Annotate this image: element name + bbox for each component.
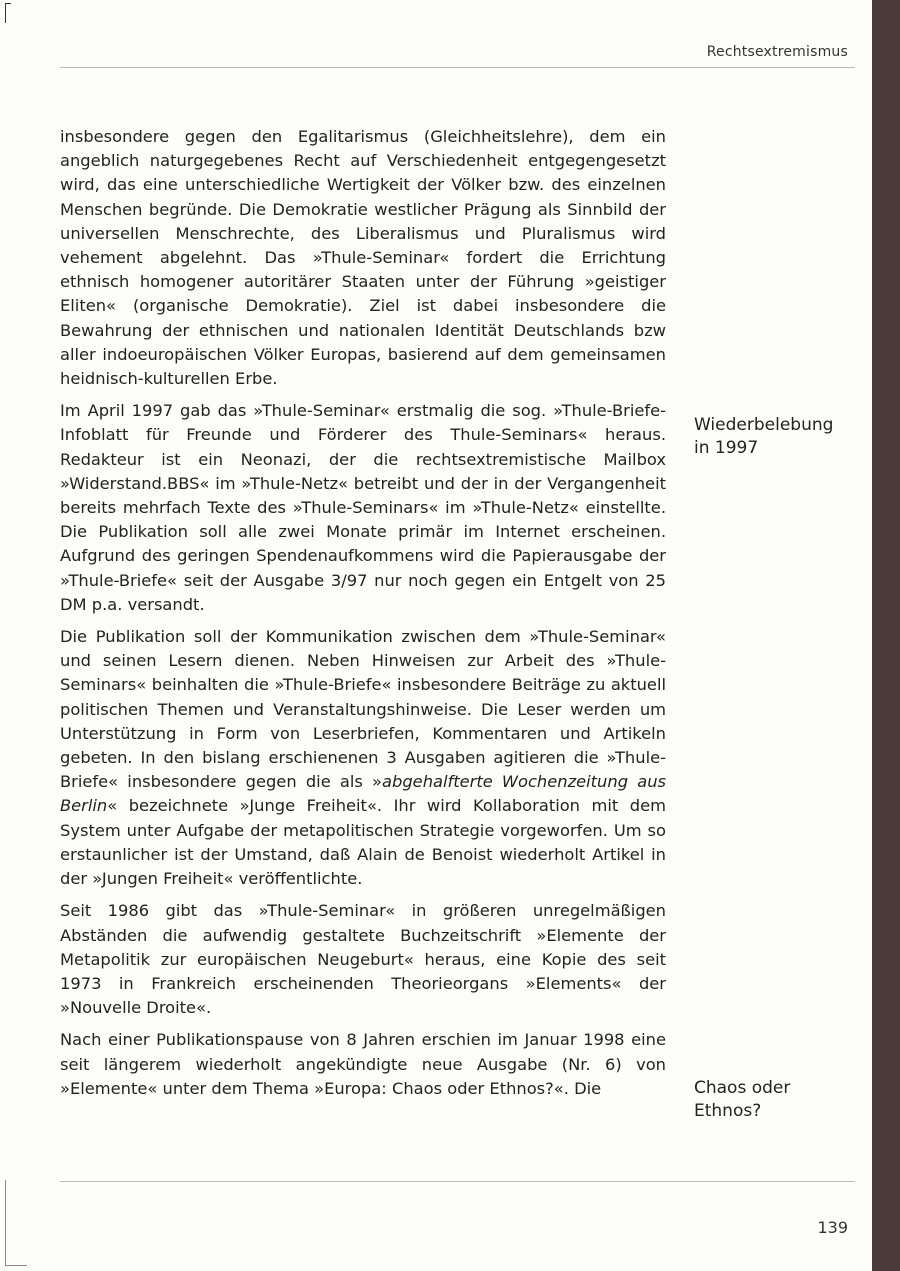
crop-mark: [5, 1180, 6, 1266]
main-text: [60, 125, 666, 1109]
margin-note-line: Ethnos?: [694, 1101, 762, 1121]
paragraph-text: Die Publikation soll der Kommunikation zwischen dem »Thule-Seminar« und seinen Lesern dienen. Neben Hinweisen zur Arbeit des »Thule-Seminars« beinhalten die »Thule-Briefe« insbesondere Beiträge zu aktuell politischen Themen und Veranstaltungshinweise. Die Leser werden um Unterstützung in Form von Leserbriefen, Kommentaren und Artikeln gebeten. In den bislang erschienenen 3 Ausgaben agitieren die »Thule-Briefe« insbesondere gegen die als »: [60, 627, 666, 792]
page-edge-bar: [872, 0, 900, 1271]
paragraph: [60, 625, 666, 891]
margin-note: [694, 1077, 864, 1123]
paragraph: insbesondere gegen den Egalitarismus (Gleichheitslehre), dem ein angeblich naturgegebenes Recht auf Verschiedenheit entgegengesetzt wird, das eine unterschiedliche Wertigkeit der Völker bzw. des einzelnen Menschen begründe. Die Demokratie westlicher Prägung als Sinnbild der universellen Menschrechte, des Liberalismus und Pluralismus wird vehement abgelehnt. Das »Thule-Seminar« fordert die Errichtung ethnisch homogener autoritärer Staaten unter der Führung »geistiger Eliten« (organische Demokratie). Ziel ist dabei insbesondere die Bewahrung der ethnischen und nationalen Identität Deutschlands bzw aller indoeuropäischen Völker Europas, basierend auf dem gemeinsamen heidnisch-kulturellen Erbe.: [60, 127, 666, 389]
quoted-phrase: abgehalfterte Wochenzeitung aus Berlin: [60, 772, 666, 816]
crop-mark: [5, 3, 6, 23]
header-rule: [60, 67, 855, 68]
footer-rule: [60, 1181, 855, 1182]
running-head: Rechtsextremismus: [706, 44, 848, 60]
paragraph: Seit 1986 gibt das »Thule-Seminar« in größeren unregelmäßigen Abständen die aufwendig gestaltete Buchzeitschrift »Elemente der Metapolitik zur europäischen Neugeburt« heraus, eine Kopie des seit 1973 in Frankreich erscheinenden Theorieorgans »Elements« der »Nouvelle Droite«.: [60, 901, 666, 1018]
margin-note-line: Wiederbelebung: [694, 415, 834, 435]
paragraph: Nach einer Publikationspause von 8 Jahren erschien im Januar 1998 eine seit längerem wiederholt angekündigte neue Ausgabe (Nr. 6) von »Elemente« unter dem Thema »Europa: Chaos oder Ethnos?«. Die: [60, 1030, 666, 1098]
paragraph-text: « bezeichnete »Junge Freiheit«. Ihr wird Kollaboration mit dem System unter Aufgabe der metapolitischen Strategie vorgeworfen. Um so erstaunlicher ist der Umstand, daß Alain de Benoist wiederholt Artikel in der »Jungen Freiheit« veröffentlichte.: [60, 796, 666, 889]
margin-note-line: Chaos oder: [694, 1078, 791, 1098]
margin-note: [694, 414, 864, 460]
paragraph: Im April 1997 gab das »Thule-Seminar« erstmalig die sog. »Thule-Briefe-Infoblatt für Freunde und Förderer des Thule-Seminars« heraus. Redakteur ist ein Neonazi, der die rechtsextremistische Mailbox »Widerstand.BBS« im »Thule-Netz« betreibt und der in der Vergangenheit bereits mehrfach Texte des »Thule-Seminars« im »Thule-Netz« einstellte. Die Publikation soll alle zwei Monate primär im Internet erscheinen. Aufgrund des geringen Spendenaufkommens wird die Papierausgabe der »Thule-Briefe« seit der Ausgabe 3/97 nur noch gegen ein Entgelt von 25 DM p.a. versandt.: [60, 401, 666, 614]
crop-mark: [5, 3, 11, 4]
page-number: 139: [817, 1218, 848, 1237]
margin-note-line: in 1997: [694, 438, 759, 458]
crop-mark: [5, 1265, 27, 1266]
